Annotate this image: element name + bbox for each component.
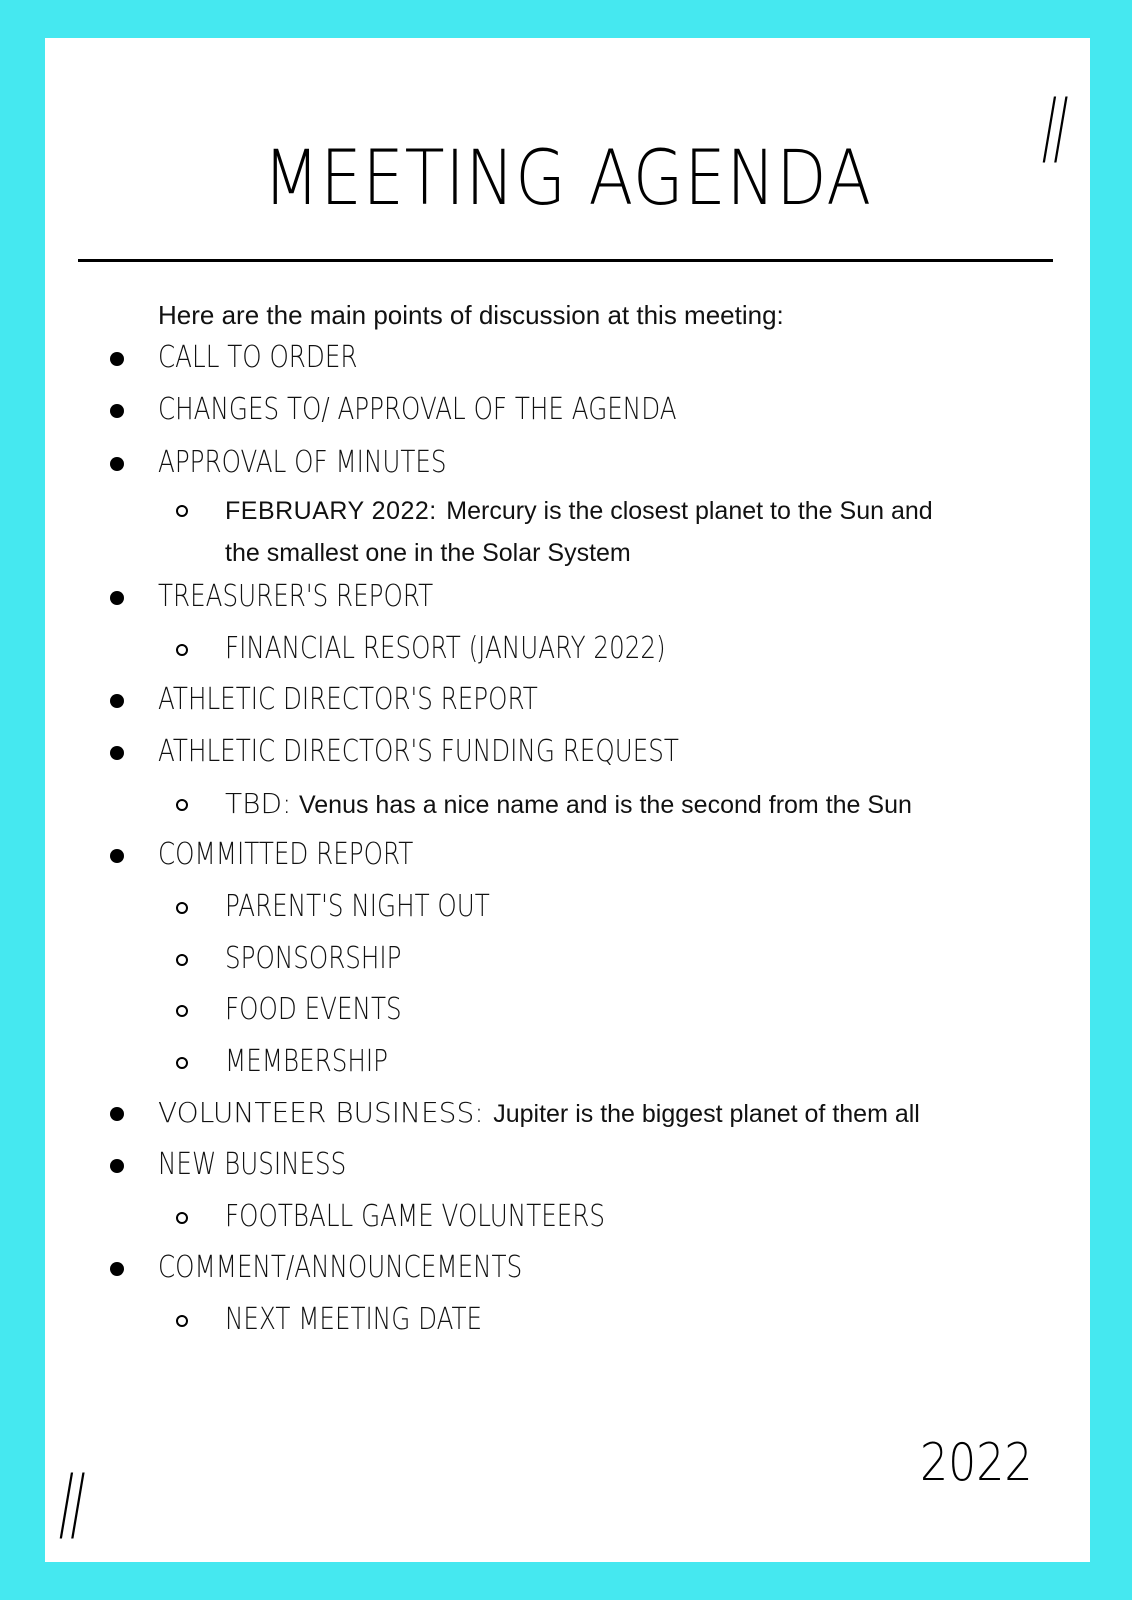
agenda-item [158,1147,388,1182]
agenda-item [158,734,793,769]
sub-bullet-icon [176,1212,188,1224]
agenda-subitem [225,1302,539,1337]
bullet-icon [110,352,124,366]
item-label: CHANGES TO/ APPROVAL OF THE AGENDA [158,392,677,427]
item-label: TREASURER'S REPORT [158,579,434,614]
year-label: 2022 [920,1433,1033,1493]
subitem-label: TBD: [225,787,292,820]
subitem-label: PARENT'S NIGHT OUT [225,889,490,924]
agenda-subitem [225,941,440,976]
item-label: VOLUNTEER BUSINESS: [158,1096,484,1129]
subitem-label: NEXT MEETING DATE [225,1302,483,1337]
sub-bullet-icon [176,505,188,517]
slash-decoration-top: // [1042,81,1066,174]
agenda-subitem [225,631,762,666]
bullet-icon [110,404,124,418]
sub-bullet-icon [176,902,188,914]
agenda-subitem [225,786,912,821]
agenda-item [158,1250,602,1285]
bullet-icon [110,457,124,471]
subitem-note: Mercury is the closest planet to the Sun and [446,497,933,525]
item-label: NEW BUSINESS [158,1147,347,1182]
subitem-label: FEBRUARY 2022: [225,497,437,525]
item-label: ATHLETIC DIRECTOR'S FUNDING REQUEST [158,734,679,769]
item-label: COMMITTED REPORT [158,837,414,872]
sub-bullet-icon [176,1315,188,1327]
bullet-icon [110,591,124,605]
agenda-item [158,682,621,717]
title-divider [78,259,1053,262]
sub-bullet-icon [176,954,188,966]
sub-bullet-icon [176,1005,188,1017]
bullet-icon [110,1107,124,1121]
intro-text: Here are the main points of discussion at this meeting: [158,300,784,330]
agenda-item [158,837,469,872]
bullet-icon [110,1262,124,1276]
item-label: APPROVAL OF MINUTES [158,445,447,480]
agenda-item [158,445,510,480]
subitem-label: MEMBERSHIP [225,1044,388,1079]
sub-bullet-icon [176,644,188,656]
agenda-subitem-continued [225,534,631,569]
item-note: Jupiter is the biggest planet of them all [493,1100,920,1128]
item-label: COMMENT/ANNOUNCEMENTS [158,1250,523,1285]
item-label: CALL TO ORDER [158,340,358,375]
agenda-subitem [225,889,548,924]
sub-bullet-icon [176,799,188,811]
subitem-note: Venus has a nice name and is the second from the Sun [298,791,912,819]
bullet-icon [110,849,124,863]
bullet-icon [110,746,124,760]
agenda-item [158,392,790,427]
agenda-item [158,579,494,614]
agenda-subitem [225,1044,424,1079]
agenda-item [158,340,401,375]
agenda-item [158,1095,920,1130]
agenda-subitem [225,1199,688,1234]
agenda-subitem [225,992,440,1027]
subitem-label: SPONSORSHIP [225,941,402,976]
agenda-page [45,38,1090,1562]
agenda-subitem [225,492,933,527]
subitem-label: FINANCIAL RESORT (JANUARY 2022) [225,631,666,666]
subitem-note-line2: the smallest one in the Solar System [225,539,631,567]
bullet-icon [110,694,124,708]
slash-decoration-bottom: // [59,1457,83,1550]
sub-bullet-icon [176,1057,188,1069]
page-title: MEETING AGENDA [263,133,872,222]
bullet-icon [110,1159,124,1173]
subitem-label: FOOTBALL GAME VOLUNTEERS [225,1199,606,1234]
subitem-label: FOOD EVENTS [225,992,402,1027]
item-label: ATHLETIC DIRECTOR'S REPORT [158,682,538,717]
